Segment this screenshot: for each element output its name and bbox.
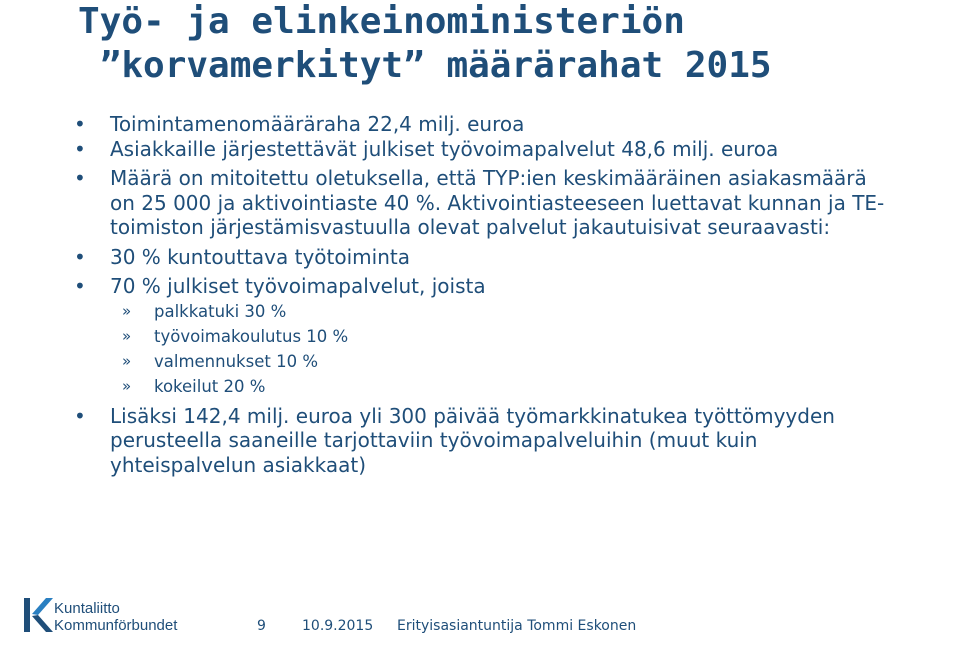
page-number: 9 xyxy=(257,618,266,634)
sub-bullet-marker: » xyxy=(122,351,132,370)
footer-author: Erityisasiantuntija Tommi Eskonen xyxy=(397,618,637,634)
sub-bullet-item xyxy=(72,349,892,374)
footer-date: 10.9.2015 xyxy=(302,618,374,634)
bullet-marker: • xyxy=(74,166,86,190)
bullet-item xyxy=(72,166,892,240)
bullet-text: Lisäksi 142,4 milj. euroa yli 300 päivää työmarkkinatukea työttömyyden perusteella saaneille tarjottaviin työvoimapalveluihin (muut kuin yhteispalvelun asiakkaat) xyxy=(110,403,835,477)
bullet-text: 30 % kuntouttava työtoiminta xyxy=(110,244,410,269)
bullet-item xyxy=(72,274,892,299)
logo-line-1: Kuntaliitto xyxy=(54,600,120,617)
bullet-marker: • xyxy=(74,244,86,269)
sub-bullet-marker: » xyxy=(122,326,132,345)
bullet-item xyxy=(72,245,892,270)
bullet-marker: • xyxy=(74,136,86,161)
sub-bullet-text: kokeilut 20 % xyxy=(154,376,266,396)
sub-bullet-text: valmennukset 10 % xyxy=(154,351,318,371)
logo-wordmark xyxy=(54,600,177,634)
kuntaliitto-logo xyxy=(24,594,214,638)
sub-bullet-text: työvoimakoulutus 10 % xyxy=(154,326,349,346)
sub-bullet-item xyxy=(72,374,892,399)
slide-title-line-1: Työ- ja elinkeinoministeriön xyxy=(78,1,685,42)
bullet-marker: • xyxy=(74,403,86,428)
sub-bullet-item xyxy=(72,299,892,324)
bullet-text: Toimintamenomääräraha 22,4 milj. euroa xyxy=(110,112,525,136)
kuntaliitto-logo-icon xyxy=(24,594,54,638)
bullet-text: Määrä on mitoitettu oletuksella, että TYP:ien keskimääräinen asiakasmäärä on 25 000 ja aktivointiaste 40 %. Aktivointiasteeseen luettavat kunnan ja TE-toimiston järjestämisvastuulla olevat palvelut jakautuisivat seuraavasti: xyxy=(110,166,885,239)
bullet-item xyxy=(72,137,892,162)
logo-line-2: Kommunförbundet xyxy=(54,617,178,634)
sub-bullet-marker: » xyxy=(122,376,132,395)
slide-title-line-2: ”korvamerkityt” määrärahat 2015 xyxy=(78,45,772,86)
slide-footer xyxy=(0,590,959,655)
bullet-text: 70 % julkiset työvoimapalvelut, joista xyxy=(110,274,486,298)
sub-bullet-text: palkkatuki 30 % xyxy=(154,301,287,321)
slide-title xyxy=(78,0,938,88)
bullet-item xyxy=(72,112,892,137)
bullet-marker: • xyxy=(74,112,86,136)
bullet-item xyxy=(72,404,892,478)
bullet-list xyxy=(72,112,892,477)
sub-bullet-item xyxy=(72,324,892,349)
sub-bullet-marker: » xyxy=(122,301,132,320)
bullet-text: Asiakkaille järjestettävät julkiset työvoimapalvelut 48,6 milj. euroa xyxy=(110,136,779,161)
bullet-marker: • xyxy=(74,274,86,298)
